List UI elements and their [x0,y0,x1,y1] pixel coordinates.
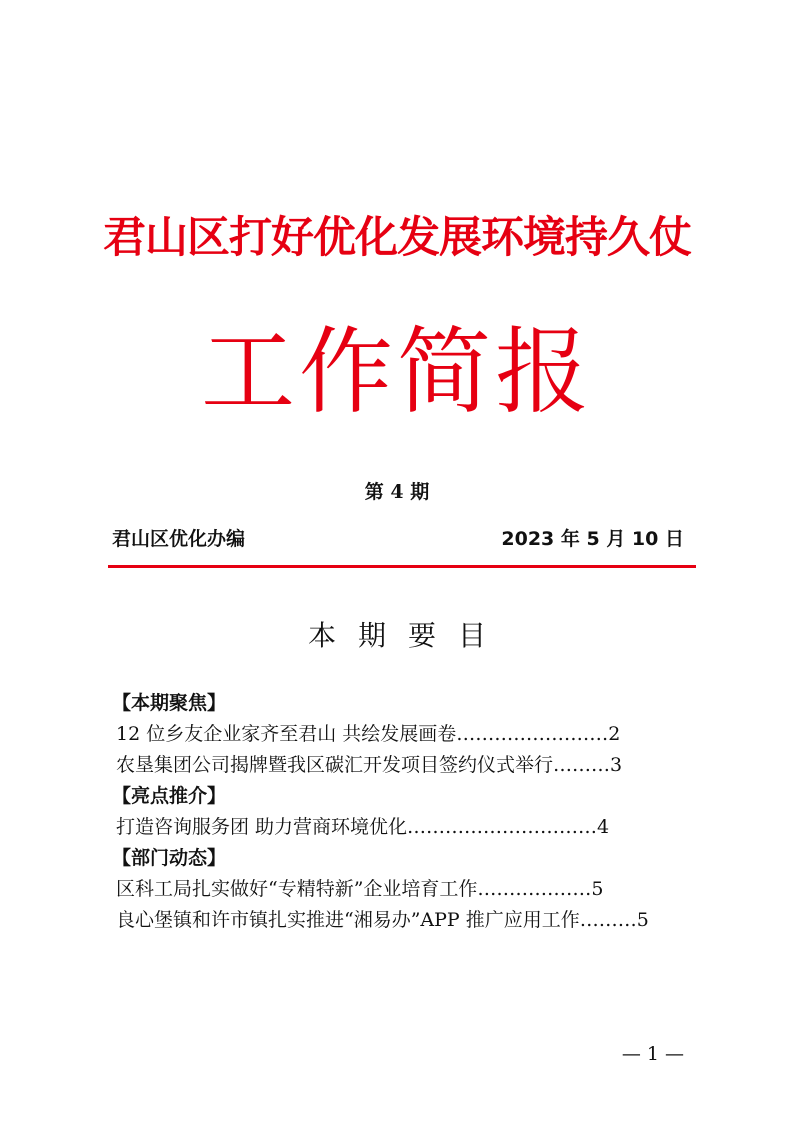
publisher: 君山区优化办编 [112,528,246,550]
issue-number: 第 4 期 [364,481,430,503]
toc-entry[interactable]: 12 位乡友企业家齐至君山 共绘发展画卷……………………2 [116,723,621,745]
section-heading: 【部门动态】 [112,847,227,869]
red-divider [108,565,696,568]
toc-entry[interactable]: 打造咨询服务团 助力营商环境优化…………………………4 [116,816,610,838]
title-line2: 工作简报 [200,318,593,427]
toc-section-focus [112,688,686,781]
toc-section-department-news [112,843,686,936]
toc-title: 本期要目 [307,619,508,652]
table-of-contents [112,688,686,936]
toc-entry[interactable]: 良心堡镇和许市镇扎实推进“湘易办”APP 推广应用工作………5 [116,909,649,931]
toc-section-highlights [112,781,686,843]
toc-entry[interactable]: 农垦集团公司揭牌暨我区碳汇开发项目签约仪式举行………3 [116,754,623,776]
toc-entry[interactable]: 区科工局扎实做好“专精特新”企业培育工作………………5 [116,878,604,900]
section-heading: 【亮点推介】 [112,785,227,807]
page-number: — 1 — [621,1043,684,1065]
section-heading: 【本期聚焦】 [112,692,227,714]
title-line1: 君山区打好优化发展环境持久仗 [103,213,691,263]
publish-date: 2023 年 5 月 10 日 [501,528,684,550]
